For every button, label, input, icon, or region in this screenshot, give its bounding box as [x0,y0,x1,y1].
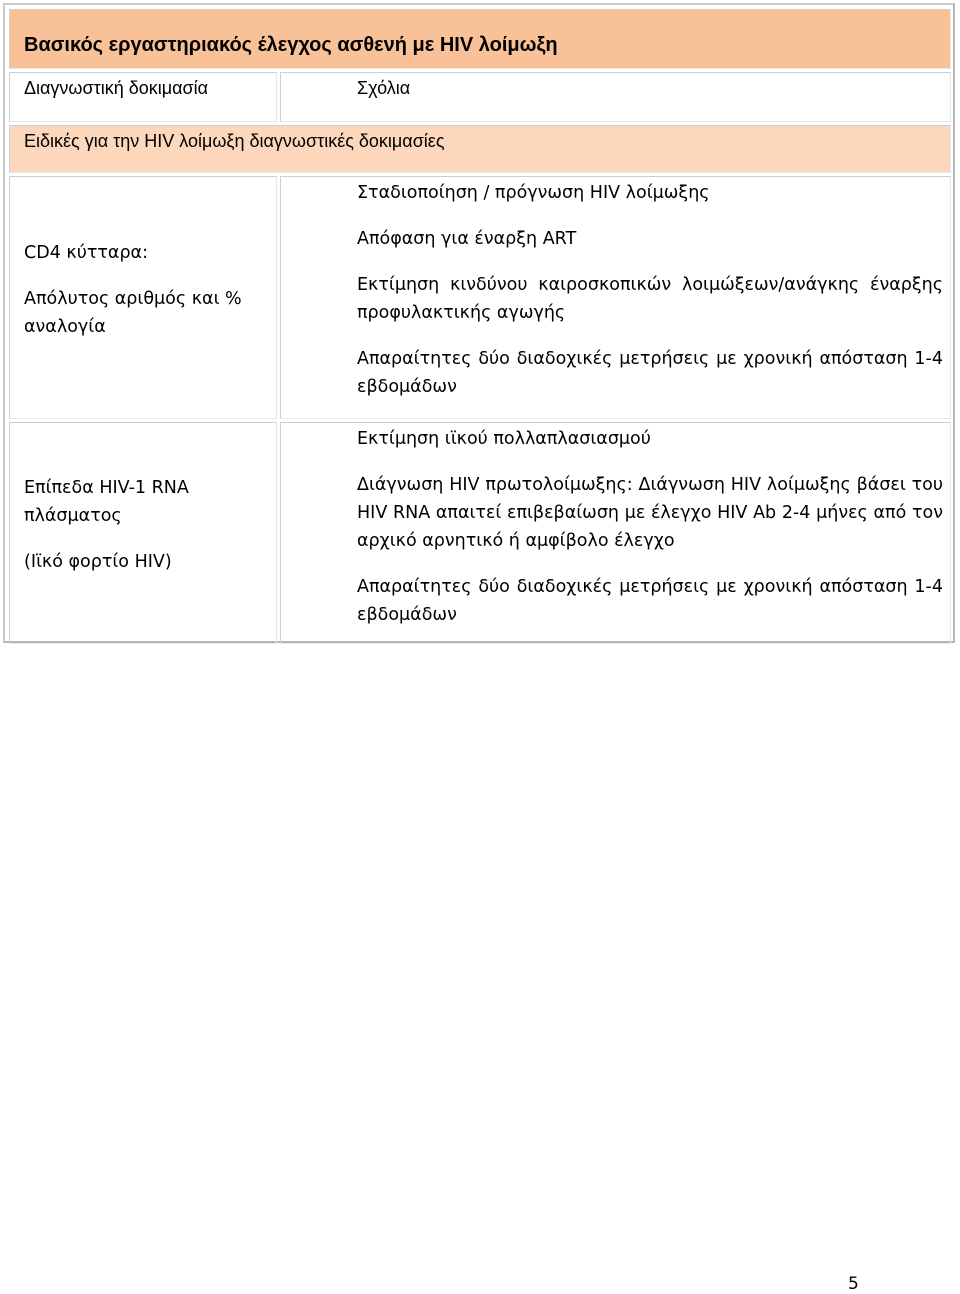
viral-load-comment-replication: Εκτίμηση ιϊκού πολλαπλασιασμού [357,429,651,449]
cd4-test-detail: Απόλυτος αριθμός και % αναλογία [24,289,242,337]
viral-load-test-cell [9,422,277,644]
header-test-cell [9,72,277,122]
header-test-label: Διαγνωστική δοκιμασία [24,78,209,98]
cd4-test-cell [9,176,277,419]
viral-load-test-name: Επίπεδα HIV-1 RNA πλάσματος [24,478,189,526]
viral-load-comments-cell [280,422,951,644]
section-heading: Ειδικές για την HIV λοίμωξη διαγνωστικές δοκιμασίες [24,131,445,151]
page-number: 5 [848,1274,859,1294]
header-comments-label: Σχόλια [357,78,411,98]
cd4-comment-art: Απόφαση για έναρξη ART [357,229,577,249]
table-title-cell [9,9,951,69]
header-comments-cell [280,72,951,122]
cd4-comments-cell [280,176,951,419]
cd4-comment-risk: Εκτίμηση κινδύνου καιροσκοπικών λοιμώξεων/ανάγκης έναρξης προφυλακτικής αγωγής [357,275,943,323]
section-heading-cell [9,125,951,173]
cd4-test-name: CD4 κύτταρα: [24,243,148,263]
viral-load-comment-measurements: Απαραίτητες δύο διαδοχικές μετρήσεις με χρονική απόσταση 1-4 εβδομάδων [357,577,943,625]
table-title: Βασικός εργαστηριακός έλεγχος ασθενή με HIV λοίμωξη [24,34,558,56]
cd4-comment-staging: Σταδιοποίηση / πρόγνωση HIV λοίμωξης [357,183,710,203]
cd4-comment-measurements: Απαραίτητες δύο διαδοχικές μετρήσεις με χρονική απόσταση 1-4 εβδομάδων [357,349,943,397]
viral-load-comment-diagnosis: Διάγνωση HIV πρωτολοίμωξης: Διάγνωση HIV λοίμωξης βάσει του HIV RNA απαιτεί επιβεβαίωση με έλεγχο HIV Ab 2-4 μήνες από τον αρχικό αρνητικό ή αμφίβολο έλεγχο [357,475,943,551]
viral-load-test-detail: (Ιϊκό φορτίο HIV) [24,552,172,572]
lab-tests-table [3,3,955,643]
